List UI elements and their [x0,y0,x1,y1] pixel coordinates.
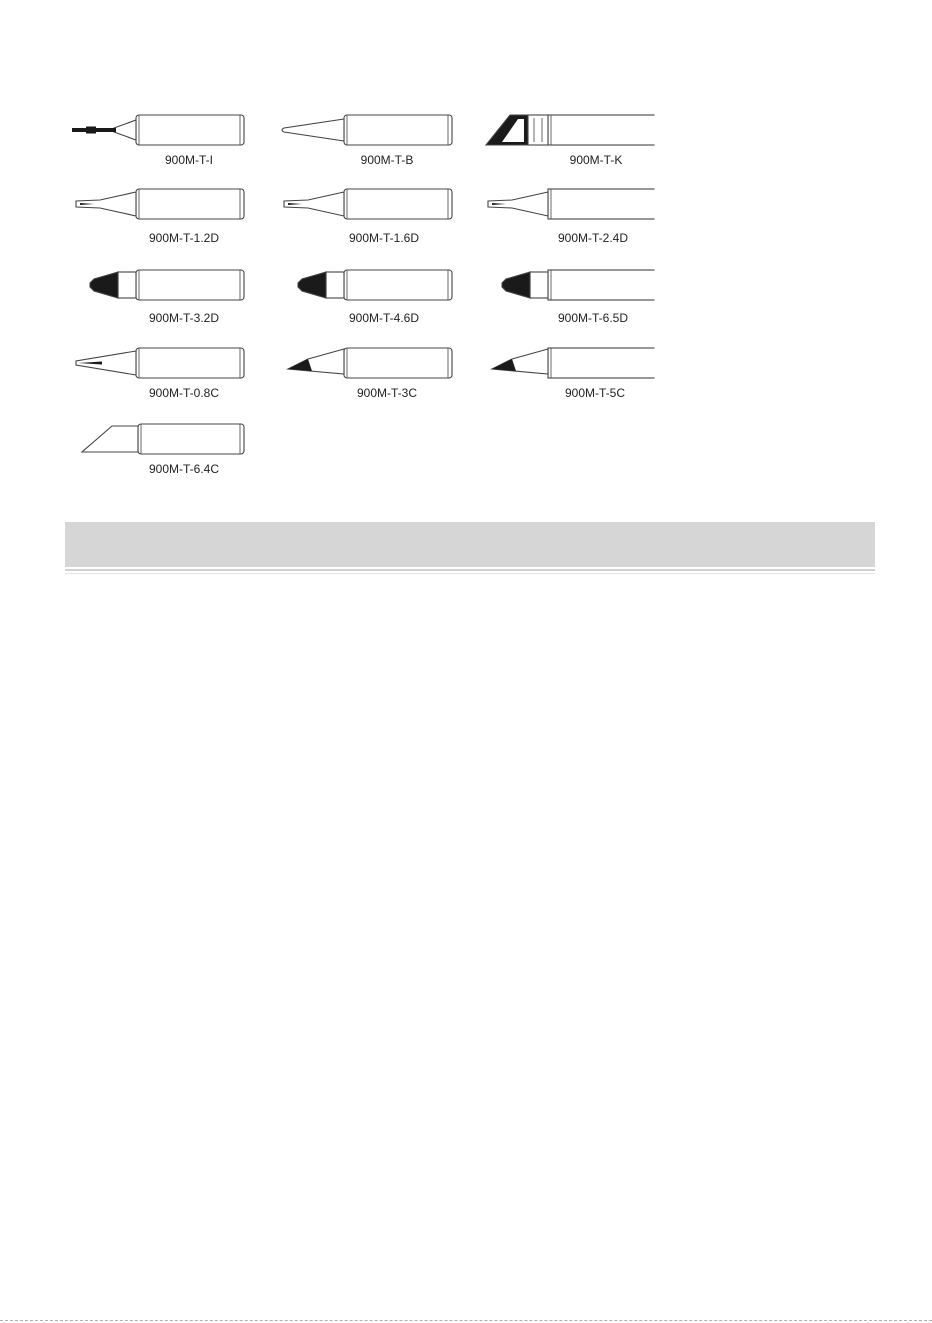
section-divider [65,569,875,571]
tip-barrel [344,189,452,219]
tip-working-end [72,120,136,140]
tip-barrel [344,270,452,300]
tip-barrel [344,348,452,378]
soldering-tip-icon [484,114,654,146]
tip-label: 900M-T-K [569,153,623,167]
soldering-tip-icon [72,269,248,301]
soldering-tip-icon [280,347,456,379]
soldering-tip-icon [72,114,248,146]
tip-label: 900M-T-2.4D [557,231,629,245]
soldering-tip-icon [484,269,654,301]
tip-working-end [82,426,138,452]
section-divider-thin [65,573,875,574]
tip-barrel [344,115,452,145]
tip-barrel [548,115,654,145]
tip-working-end [90,272,136,298]
tip-barrel [136,189,244,219]
soldering-tip-icon [484,188,654,220]
tip-label: 900M-T-I [164,153,214,167]
tip-label: 900M-T-4.6D [348,311,420,325]
tip-label: 900M-T-1.6D [348,231,420,245]
tip-working-end [76,351,136,375]
soldering-tip-icon [280,114,456,146]
tip-working-end [282,119,344,141]
soldering-tip-icon [280,188,456,220]
tip-working-end [488,192,548,216]
tip-barrel [548,348,654,378]
tip-label: 900M-T-B [360,153,414,167]
section-header-bar [65,522,875,567]
tip-barrel [548,189,654,219]
soldering-tip-icon [280,269,456,301]
tip-barrel [548,270,654,300]
tip-working-end [288,349,344,374]
tip-label: 900M-T-6.5D [557,311,629,325]
tip-barrel [136,270,244,300]
tip-working-end [298,272,344,298]
tip-label: 900M-T-1.2D [148,231,220,245]
tip-barrel [138,424,244,454]
tip-working-end [502,272,548,298]
tip-barrel [136,115,244,145]
tip-label: 900M-T-3C [356,386,418,400]
soldering-tip-icon [72,423,248,455]
soldering-tip-icon [72,347,248,379]
tip-working-end [284,192,344,216]
tip-label: 900M-T-0.8C [148,386,220,400]
tip-working-end [76,192,136,216]
tip-working-end [486,115,548,145]
soldering-tip-icon [72,188,248,220]
tip-label: 900M-T-3.2D [148,311,220,325]
tip-label: 900M-T-6.4C [148,462,220,476]
tip-label: 900M-T-5C [564,386,626,400]
soldering-tip-icon [484,347,654,379]
tip-barrel [136,348,244,378]
tip-working-end [492,349,548,374]
page-bottom-rule [0,1320,932,1321]
